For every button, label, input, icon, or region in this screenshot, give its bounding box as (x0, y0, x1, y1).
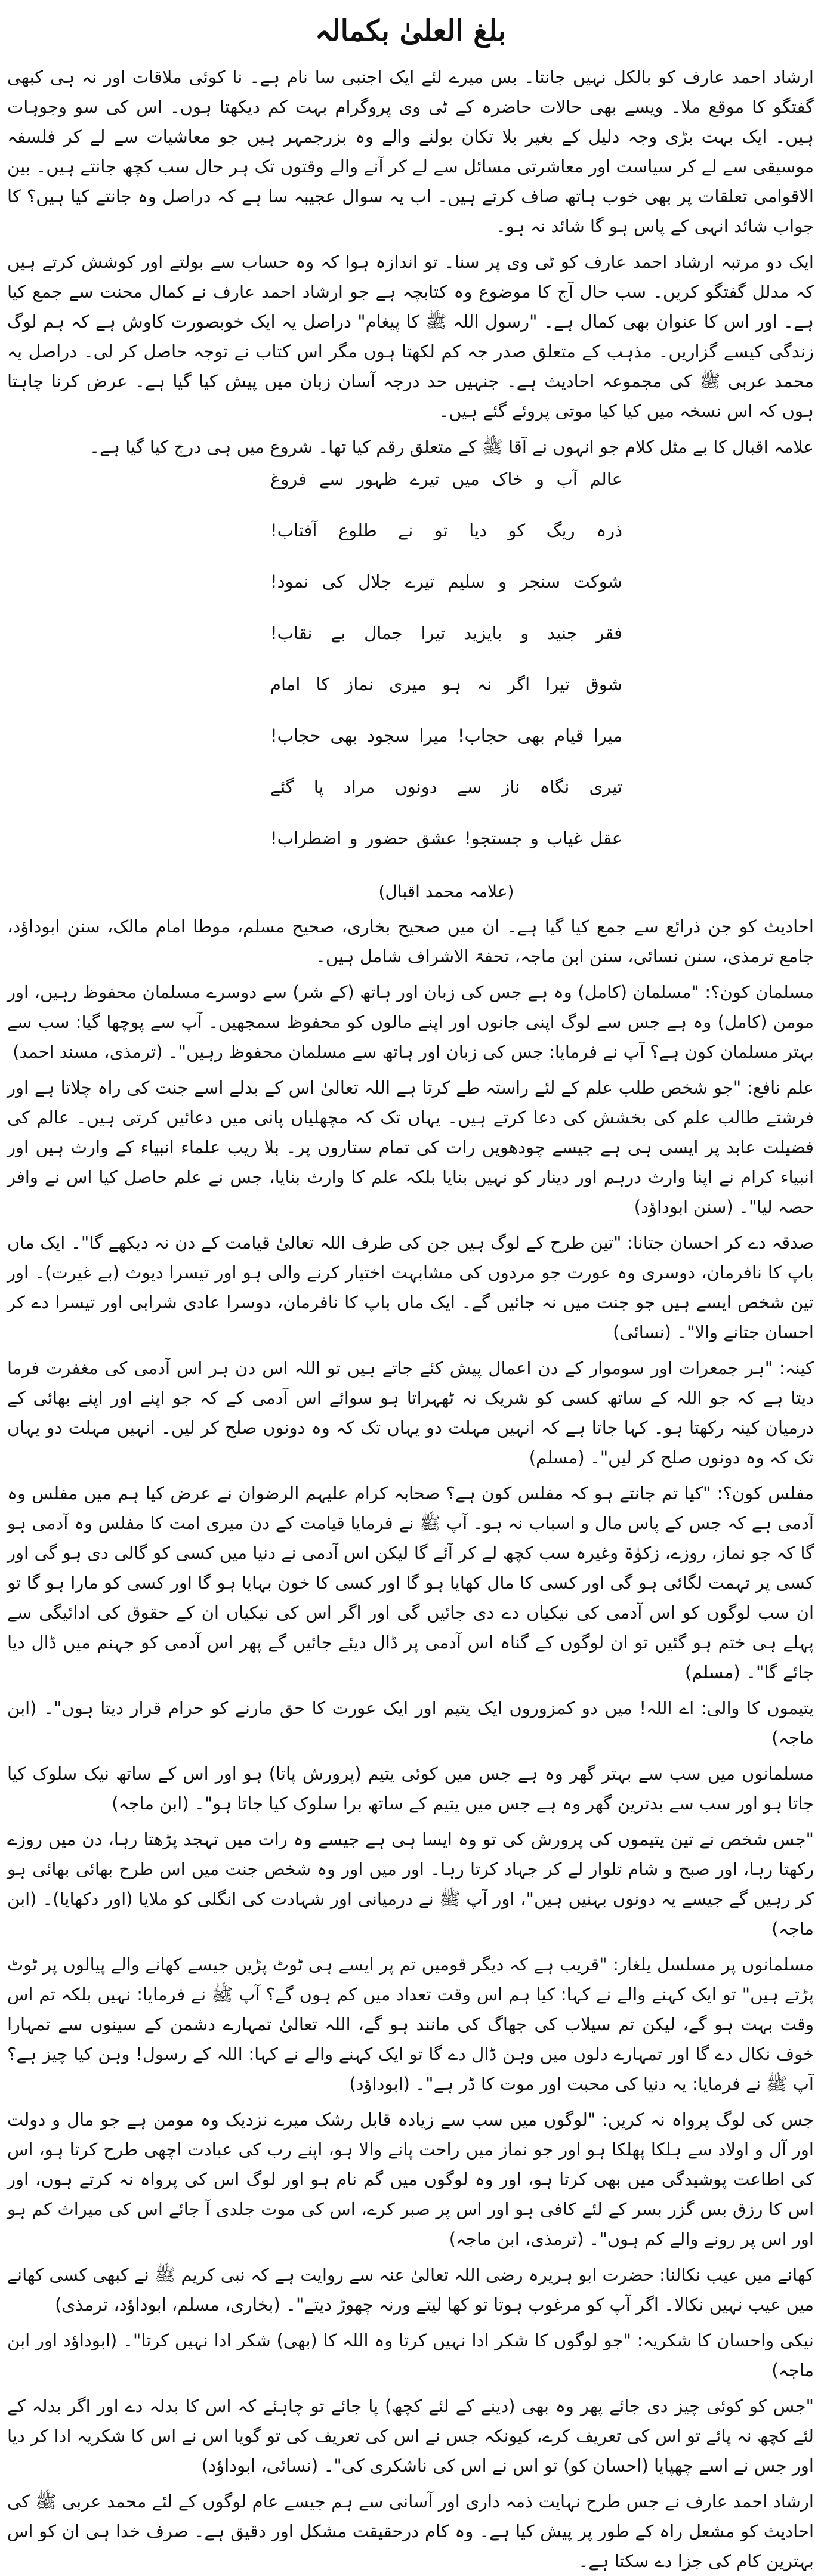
poem-line: ذرہ ریگ کو دیا تو نے طلوع آفتاب! (270, 520, 622, 540)
body-paragraph: ارشاد احمد عارف نے جس طرح نہایت ذمہ داری اور آسانی سے ہم جیسے عام لوگوں کے لئے محمد عربی ﷺ کی احادیث کو مشعل راہ کے طور پر پیش کیا ہے۔ وہ کام درحقیقت مشکل اور دقیق ہے۔ صرف خدا ہی ان کو اس بہترین کام کی جزا دے سکتا ہے۔ (7, 2491, 814, 2571)
article-title: بلغ العلیٰ بکمالہ (314, 14, 507, 48)
body-paragraph: مفلس کون؟: "کیا تم جانتے ہو کہ مفلس کون ہے؟ صحابہ کرام علیہم الرضوان نے عرض کیا ہم میں مفلس وہ آدمی ہے کہ جس کے پاس مال و اسباب نہ ہو۔ آپ ﷺ نے فرمایا قیامت کے دن میری امت کا مفلس وہ آدمی ہو گا کہ جو نماز، روزے، زکوٰۃ وغیرہ سب کچھ لے کر آئے گا لیکن اس آدمی نے دنیا میں کسی کو گالی دی ہو گی اور کسی پر تہمت لگائی ہو گی اور کسی کا مال کھایا ہو گا اور کسی کا خون بہایا ہو گا اور کسی کو مارا ہو گا تو ان سب لوگوں کو اس آدمی کی نیکیاں دے دی جائیں گی اور اگر اس کی نیکیاں ان کے حقوق کی ادائیگی سے پہلے ہی ختم ہو گئیں تو ان لوگوں کے گناہ اس آدمی پر ڈال دیئے جائیں گے پھر اس آدمی کو جہنم میں ڈال دیا جائے گا"۔ (مسلم) (7, 1483, 814, 1682)
poem-line: شوق تیرا اگر نہ ہو میری نماز کا امام (270, 674, 622, 694)
body-paragraph: جس کی لوگ پرواہ نہ کریں: "لوگوں میں سب سے زیادہ قابل رشک میرے نزدیک وہ مومن ہے جو مال و دولت اور آل و اولاد سے ہلکا پھلکا ہو اور جو نماز میں راحت پانے والا ہو، اپنے رب کی عبادت اچھی طرح کرتا ہو، اس کی اطاعت پوشیدگی میں بھی کرتا ہو، اور وہ لوگوں میں گم نام ہو اور لوگ اس کی پرواہ نہ کرتے ہوں، اور اس کا رزق بس گزر بسر کے لئے کافی ہو اور اس پر صبر کرے، اس کی موت جلدی آ جائے اس کی میراث کم ہو اور اس پر رونے والے کم ہوں"۔ (ترمذی، ابن ماجہ) (7, 2109, 814, 2249)
body-paragraph: مسلمان کون؟: "مسلمان (کامل) وہ ہے جس کی زبان اور ہاتھ (کے شر) سے دوسرے مسلمان محفوظ رہیں، اور مومن (کامل) وہ ہے جس سے لوگ اپنی جانوں اور اپنے مالوں کو محفوظ سمجھیں۔ آپ سے پوچھا گیا: سب سے بہتر مسلمان کون ہے؟ آپ نے فرمایا: جس کی زبان اور ہاتھ سے مسلمان محفوظ رہیں"۔ (ترمذی، مسند احمد) (7, 982, 814, 1062)
poem-block (199, 467, 622, 877)
poem-introduction: علامہ اقبال کا بے مثل کلام جو انہوں نے آقا ﷺ کے متعلق رقم کیا تھا۔ شروع میں ہی درج کیا گیا ہے۔ (89, 437, 814, 457)
body-paragraph: مسلمانوں پر مسلسل یلغار: "قریب ہے کہ دیگر قومیں تم پر ایسے ہی ٹوٹ پڑیں جیسے کھانے والے پیالوں پر ٹوٹ پڑتے ہیں" تو ایک کہنے والے نے کہا: کیا ہم اس وقت تعداد میں کم ہوں گے؟ آپ ﷺ نے فرمایا: نہیں بلکہ تم اس وقت بہت ہو گے، لیکن تم سیلاب کی جھاگ کی مانند ہو گے، اللہ تعالیٰ تمہارے دشمن کے سینوں سے تمہارا خوف نکال دے گا اور تمہارے دلوں میں وہن ڈال دے گا تو ایک کہنے والے نے کہا: اللہ کے رسول! وہن کیا چیز ہے؟ آپ ﷺ نے فرمایا: یہ دنیا کی محبت اور موت کا ڈر ہے"۔ (ابوداؤد) (7, 1954, 814, 2094)
body-paragraph: احادیث کو جن ذرائع سے جمع کیا گیا ہے۔ ان میں صحیح بخاری، صحیح مسلم، موطا امام مالک، سنن ابوداؤد، جامع ترمذی، سنن نسائی، سنن ابن ماجہ، تحفۃ الاشراف شامل ہیں۔ (7, 916, 814, 966)
body-paragraph: "جس کو کوئی چیز دی جائے پھر وہ بھی (دینے کے لئے کچھ) پا جائے تو چاہئے کہ اس کا بدلہ دے اور اگر بدلہ کے لئے کچھ نہ پائے تو اس کی تعریف کرے، کیونکہ جس نے اس کی تعریف کی تو گویا اس نے اس کا شکریہ ادا کر دیا اور جس نے اسے چھپایا (احسان کو) تو اس نے اس کی ناشکری کی"۔ (نسائی، ابوداؤد) (7, 2396, 814, 2476)
body-paragraph: نیکی واحسان کا شکریہ: "جو لوگوں کا شکر ادا نہیں کرتا وہ اللہ کا (بھی) شکر ادا نہیں کرتا"۔ (ابوداؤد اور ابن ماجہ) (7, 2330, 814, 2380)
body-paragraph: کینہ: "ہر جمعرات اور سوموار کے دن اعمال پیش کئے جاتے ہیں تو اللہ اس دن ہر اس آدمی کی مغفرت فرما دیتا ہے کہ جو اللہ کے ساتھ کسی کو شریک نہ ٹھہراتا ہو سوائے اس آدمی کے کہ جو اپنے اور اپنے بھائی کے درمیان کینہ رکھتا ہو۔ کہا جاتا ہے کہ انہیں مہلت دو یہاں تک کہ وہ دونوں صلح کر لیں۔ انہیں مہلت دو یہاں تک کہ وہ دونوں صلح کر لیں"۔ (مسلم) (7, 1358, 814, 1468)
poem-line: عقل غیاب و جستجو! عشق حضور و اضطراب! (270, 828, 622, 848)
body-paragraph: "جس شخص نے تین یتیموں کی پرورش کی تو وہ ایسا ہی ہے جیسے وہ رات میں تہجد پڑھتا رہا، دن میں روزے رکھتا رہا، اور صبح و شام تلوار لے کر جہاد کرتا رہا۔ اور میں اور وہ شخص جنت میں اس طرح بھائی بھائی ہو کر رہیں گے جیسے یہ دونوں بہنیں ہیں"، اور آپ ﷺ نے درمیانی اور شہادت کی انگلی کو ملایا (اور دکھایا)۔ (ابن ماجہ) (7, 1829, 814, 1939)
body-paragraph: مسلمانوں میں سب سے بہتر گھر وہ ہے جس میں کوئی یتیم (پرورش پاتا) ہو اور اس کے ساتھ نیک سلوک کیا جاتا ہو اور سب سے بدترین گھر وہ ہے جس میں یتیم کے ساتھ برا سلوک کیا جاتا ہو"۔ (ابن ماجہ) (7, 1763, 814, 1814)
poem-line: شوکت سنجر و سلیم تیرے جلال کی نمود! (270, 572, 622, 592)
poem-line: فقر جنید و بایزید تیرا جمال بے نقاب! (270, 623, 622, 643)
intro-paragraph: ایک دو مرتبہ ارشاد احمد عارف کو ٹی وی پر سنا۔ تو اندازہ ہوا کہ وہ حساب سے بولتے اور کوشش کرتے ہیں کہ مدلل گفتگو کریں۔ سب حال آج کا موضوع وہ کتابچہ ہے جو ارشاد احمد عارف نے کمال محنت سے جمع کیا ہے۔ اور اس کا عنوان بھی کمال ہے۔ "رسول اللہ ﷺ کا پیغام" دراصل یہ ایک خوبصورت کاوش ہے کہ ہم لوگ زندگی کیسے گزاریں۔ مذہب کے متعلق صدر جہ کم لکھتا ہوں مگر اس کتاب نے توجہ حاصل کر لی۔ دراصل یہ محمد عربی ﷺ کی مجموعہ احادیث ہے۔ جنہیں حد درجہ آسان زبان میں پیش کیا گیا ہے۔ عرض کرنا چاہتا ہوں کہ اس نسخہ میں کیا کیا موتی پروئے گئے ہیں۔ (7, 252, 814, 421)
poem-attribution: (علامہ محمد اقبال) (378, 882, 514, 901)
body-paragraph: یتیموں کا والی: اے اللہ! میں دو کمزوروں ایک یتیم اور ایک عورت کا حق مارنے کو حرام قرار دیتا ہوں"۔ (ابن ماجہ) (7, 1698, 814, 1748)
poem-line: تیری نگاہ ناز سے دونوں مراد پا گئے (270, 777, 622, 797)
intro-paragraph: ارشاد احمد عارف کو بالکل نہیں جانتا۔ بس میرے لئے ایک اجنبی سا نام ہے۔ نا کوئی ملاقات اور نہ ہی کبھی گفتگو کا موقع ملا۔ ویسے بھی حالات حاضرہ کے ٹی وی پروگرام بہت کم دیکھتا ہوں۔ اس کی سو وجوہات ہیں۔ ایک بہت بڑی وجہ دلیل کے بغیر بلا تکان بولنے والے وہ بزرجمہر ہیں جو معاشیات سے لے کر فلسفہ موسیقی سے لے کر سیاست اور معاشرتی مسائل سے لے کر آنے والے وقتوں تک ہر حال سب کچھ جانتے ہیں۔ بین الاقوامی تعلقات پر بھی خوب ہاتھ صاف کرتے ہیں۔ اب یہ سوال عجیبہ سا ہے کہ دراصل وہ جانتے کیا ہیں؟ کا جواب شائد انہی کے پاس ہو گا شائد نہ ہو۔ (7, 67, 814, 236)
body-paragraph: علم نافع: "جو شخص طلب علم کے لئے راستہ طے کرتا ہے اللہ تعالیٰ اس کے بدلے اسے جنت کی راہ چلاتا ہے اور فرشتے طالب علم کی بخشش کی دعا کرتے ہیں۔ یہاں تک کہ مچھلیاں پانی میں دعائیں کرتی ہیں۔ عالم کی فضیلت عابد پر ایسی ہی ہے جیسے چودھویں رات کی تمام ستاروں پر۔ بلا ریب علماء انبیاء کے وارث ہیں اور انبیاء کرام نے اپنا وارث درہم اور دینار کو نہیں بنایا بلکہ علم کا وارث بنایا، جس نے علم حاصل کیا اس نے وافر حصہ لیا"۔ (سنن ابوداؤد) (7, 1077, 814, 1217)
body-paragraph: کھانے میں عیب نکالنا: حضرت ابو ہریرہ رضی اللہ تعالیٰ عنہ سے روایت ہے کہ نبی کریم ﷺ نے کبھی کسی کھانے میں عیب نہیں نکالا۔ اگر آپ کو مرغوب ہوتا تو کھا لیتے ورنہ چھوڑ دیتے"۔ (بخاری، مسلم، ابوداؤد، ترمذی) (7, 2265, 814, 2315)
poem-line: میرا قیام بھی حجاب! میرا سجود بھی حجاب! (270, 725, 622, 746)
body-paragraph: صدقہ دے کر احسان جتانا: "تین طرح کے لوگ ہیں جن کی طرف اللہ تعالیٰ قیامت کے دن نہ دیکھے گا"۔ ایک ماں باپ کا نافرمان، دوسری وہ عورت جو مردوں کی مشابہت اختیار کرنے والی ہو اور تیسرا دیوث (بے غیرت)۔ اور تین شخص ایسے ہیں جو جنت میں نہ جائیں گے۔ ایک ماں باپ کا نافرمان، دوسرا عادی شرابی اور تیسرا دے کر احسان جتانے والا"۔ (نسائی) (7, 1233, 814, 1342)
poem-line: عالم آب و خاک میں تیرے ظہور سے فروغ (270, 469, 622, 489)
